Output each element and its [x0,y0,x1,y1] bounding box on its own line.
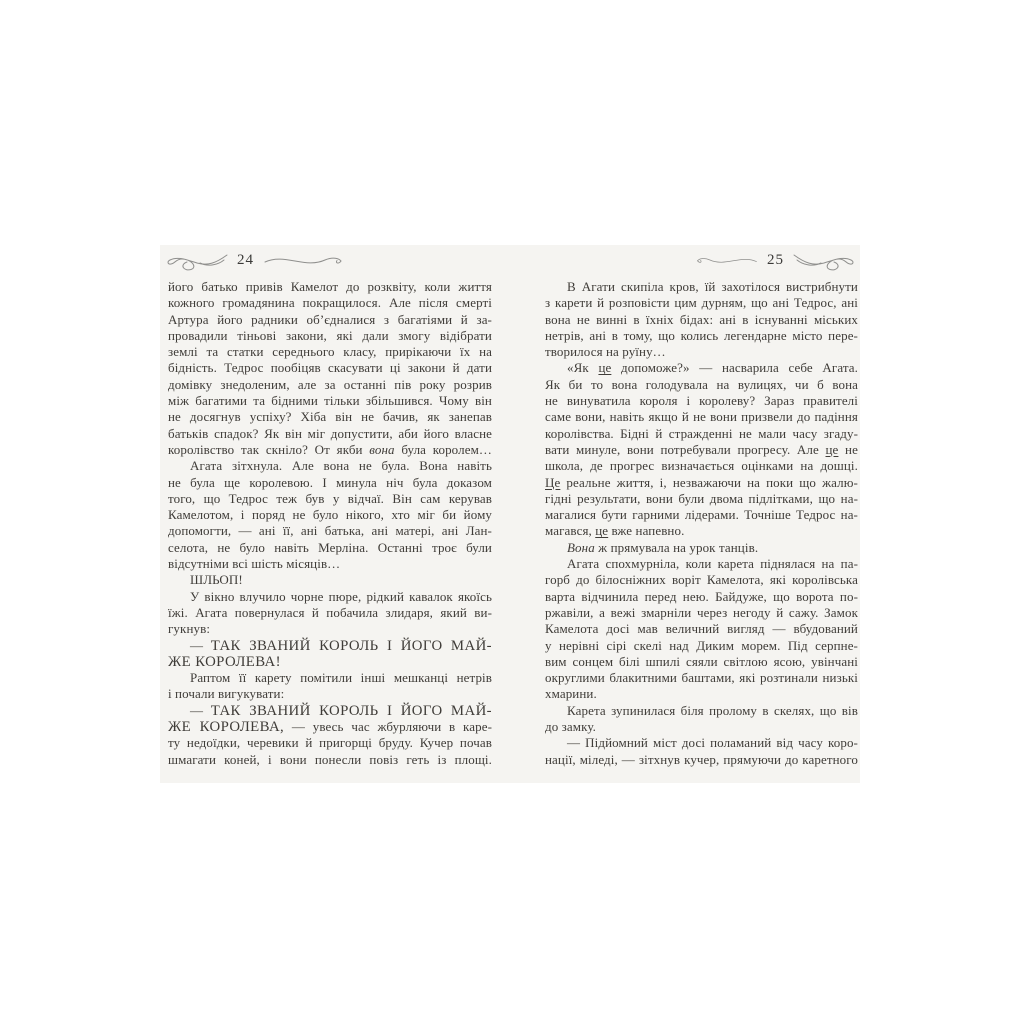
body-text: не винуватила короля і королеву? Зараз правителі [545,393,858,409]
body-text: вона не винні в їхніх бідах: ані в існуванні міських [545,311,858,327]
text-line [545,654,858,670]
text-line [168,752,492,768]
text-line [545,572,858,588]
text-line [168,523,492,539]
text-line [545,621,858,637]
header-rule-icon [696,250,758,270]
body-text: допоможе?» — насварила себе Агата. [611,360,859,376]
text-line [168,312,492,328]
body-text: землі та статки середнього класу, прирікаючи їх на [168,344,492,360]
text-line [168,703,492,719]
body-text: кожного громадянина покращилося. Але після смерті [168,295,492,311]
text-line [545,328,858,344]
book-spread [160,245,860,783]
header-rule-icon [263,250,343,270]
flourish-ornament-icon [166,248,228,272]
body-text: до замку. [545,719,596,735]
text-line [545,752,858,768]
body-text: ШЛЬОП! [190,572,243,588]
body-text: була королем… [394,441,492,457]
body-text: шмагати коней, і вони понесли повіз геть із площі. [168,751,492,767]
body-text: хмарини. [545,686,597,702]
body-text: королівство так скніло? От якби [168,441,370,457]
page-header-right [696,247,855,273]
page-number-right: 25 [767,251,784,268]
flourish-ornament-icon [793,248,855,272]
body-text: домівку знедоленим, але за останні пів року розрив [168,376,492,392]
text-line [545,540,858,556]
text-line [168,475,492,491]
text-line [168,491,492,507]
body-text: провадили тіньові закони, які дали змогу відібрати [168,327,492,343]
body-text: ж прямувала на урок танців. [594,539,759,555]
body-text: магався, [545,523,596,539]
body-text: селота, не було навіть Мерліна. Останні троє були [168,539,492,555]
body-text: творилося на руїну… [545,344,666,360]
text-line [168,686,492,702]
text-line [168,589,492,605]
text-line [168,409,492,425]
text-line [168,426,492,442]
text-line [545,458,858,474]
body-text: Раптом її карету помітили інші мешканці нетрів [190,670,492,686]
text-line [168,556,492,572]
text-line [545,377,858,393]
text-line [545,523,858,539]
text-line [168,670,492,686]
italic-text: вона [369,441,395,457]
text-line [545,344,858,360]
text-line [545,507,858,523]
text-line [168,507,492,523]
body-text: його батько привів Камелот до розквіту, коли життя [168,279,492,294]
body-text: Камелота досі мав величний вигляд — вбудований [545,621,858,637]
caps-text: ЖЕ КОРОЛЕВА, [168,719,285,736]
italic-text: Вона [567,539,595,555]
text-line [168,719,492,735]
body-text: — [190,702,211,718]
body-text: Камелотом, і поряд не було нікого, хто міг би йому [168,507,492,523]
page-24-text-column [168,279,492,768]
caps-text: ЖЕ КОРОЛЕВА! [168,653,281,670]
body-text: магалися бути гарними лідерами. Точніше Тедрос на- [545,507,858,523]
body-text: з карети й розповісти цим дурням, що ані Тедрос, ані [545,295,858,311]
text-line [545,475,858,491]
text-line [545,393,858,409]
text-line [545,426,858,442]
body-text: і почали вигукувати: [168,686,285,702]
body-text: вим сонцем білі шпилі сяяли світлою ясою, увінчані [545,653,858,669]
page-25-text-column [545,279,858,768]
body-text: У вікно влучило чорне пюре, рідкий кавалок якоїсь [190,588,492,604]
body-text: ржавіли, а вежі змарніли через негоду й сажу. Замок [545,604,858,620]
text-line [168,621,492,637]
body-text: В Агати скипіла кров, їй захотілося вистрибнути [567,279,858,294]
body-text: ту недоїдки, черевики й пригорщі бруду. Кучер почав [168,735,492,751]
underlined-text: Це [545,474,561,490]
text-line [545,703,858,719]
body-text: не досягнув успіху? Хіба він не бачив, як занепав [168,409,492,425]
text-line [545,556,858,572]
body-text: реальне життя, і, незважаючи на поки що жалю- [560,474,858,490]
text-line [168,442,492,458]
body-text: — [190,637,211,653]
body-text: їжі. Агата повернулася й побачила злидаря, який ви- [168,604,492,620]
text-line [168,540,492,556]
body-text: вже напевно. [608,523,685,539]
body-text: батьків спадок? Як він міг допустити, аби його власне [168,425,492,441]
body-text: бідність. Тедрос пообіцяв скасувати ці закони й дати [168,360,492,376]
caps-text: ТАК ЗВАНИЙ КОРОЛЬ І ЙОГО МАЙ- [210,637,492,654]
text-line [168,735,492,751]
body-text: Агата зітхнула. Але вона не була. Вона навіть [190,458,492,474]
text-line [545,295,858,311]
body-text: Як би то вона голодувала на вулицях, чи б вона [545,376,858,392]
body-text: — увесь час жбурляючи в каре- [284,719,492,735]
text-line [545,638,858,654]
underlined-text: це [598,360,612,376]
body-text: варта відчинила перед нею. Байдуже, що ворота по- [545,588,858,604]
body-text: гукнув: [168,621,211,637]
text-line [545,735,858,751]
text-line [168,360,492,376]
text-line [545,670,858,686]
text-line [545,442,858,458]
body-text: школа, де прогрес визначається оцінками на дошці. [545,458,858,474]
text-line [545,589,858,605]
underlined-text: це [825,441,839,457]
text-line [545,360,858,376]
page-number-left: 24 [237,251,254,268]
text-line [545,686,858,702]
text-line [545,312,858,328]
text-line [168,393,492,409]
body-text: горб до білосніжних воріт Камелота, які королівська [545,572,858,588]
underlined-text: це [595,523,609,539]
text-line [168,344,492,360]
text-line [168,638,492,654]
body-text: округлими блакитними баштами, які розтинали низькі [545,670,858,686]
text-line [168,605,492,621]
body-text: у нерівні сірі скелі над Диким морем. Під серпне- [545,637,858,653]
text-line [168,654,492,670]
text-line [168,279,492,295]
body-text: Артура його радники об’єдналися з багатіями й за- [168,311,492,327]
body-text: гідні результати, вони були двома підлітками, що на- [545,490,858,506]
text-line [168,295,492,311]
body-text: нації, міледі, — зітхнув кучер, прямуючи до каретного [545,751,858,767]
caps-text: ТАК ЗВАНИЙ КОРОЛЬ І ЙОГО МАЙ- [210,702,492,719]
text-line [545,719,858,735]
body-text: вати минуле, вони потребували прогресу. Але [545,441,826,457]
body-text: саме вони, навіть якщо й не вони призвели до падіння [545,409,858,425]
text-line [168,572,492,588]
body-text: того, що Тедрос теж був у відчаї. Він сам керував [168,490,492,506]
text-line [168,458,492,474]
body-text: не була ще королевою. І минула ніч була доказом [168,474,492,490]
text-line [168,328,492,344]
body-text: не [838,441,858,457]
body-text: відсутніми всі шість місяців… [168,556,341,572]
page-header-left [166,247,343,273]
body-text: Карета зупинилася біля пролому в скелях, що вів [567,702,858,718]
body-text: королівства. Бідні й стражденні не мали часу згаду- [545,425,858,441]
text-line [545,409,858,425]
body-text: — Підйомний міст досі поламаний від часу коро- [567,735,858,751]
text-line [545,605,858,621]
body-text: нетрів, ані в тому, що колись легендарне місто пере- [545,327,858,343]
body-text: між багатими та бідними тільки збільшився. Чому він [168,393,492,409]
body-text: Агата спохмурніла, коли карета піднялася на па- [567,556,858,572]
text-line [545,491,858,507]
text-line [545,279,858,295]
body-text: «Як [567,360,599,376]
body-text: допомогти, — ані її, ані батька, ані матері, ані Лан- [168,523,492,539]
text-line [168,377,492,393]
